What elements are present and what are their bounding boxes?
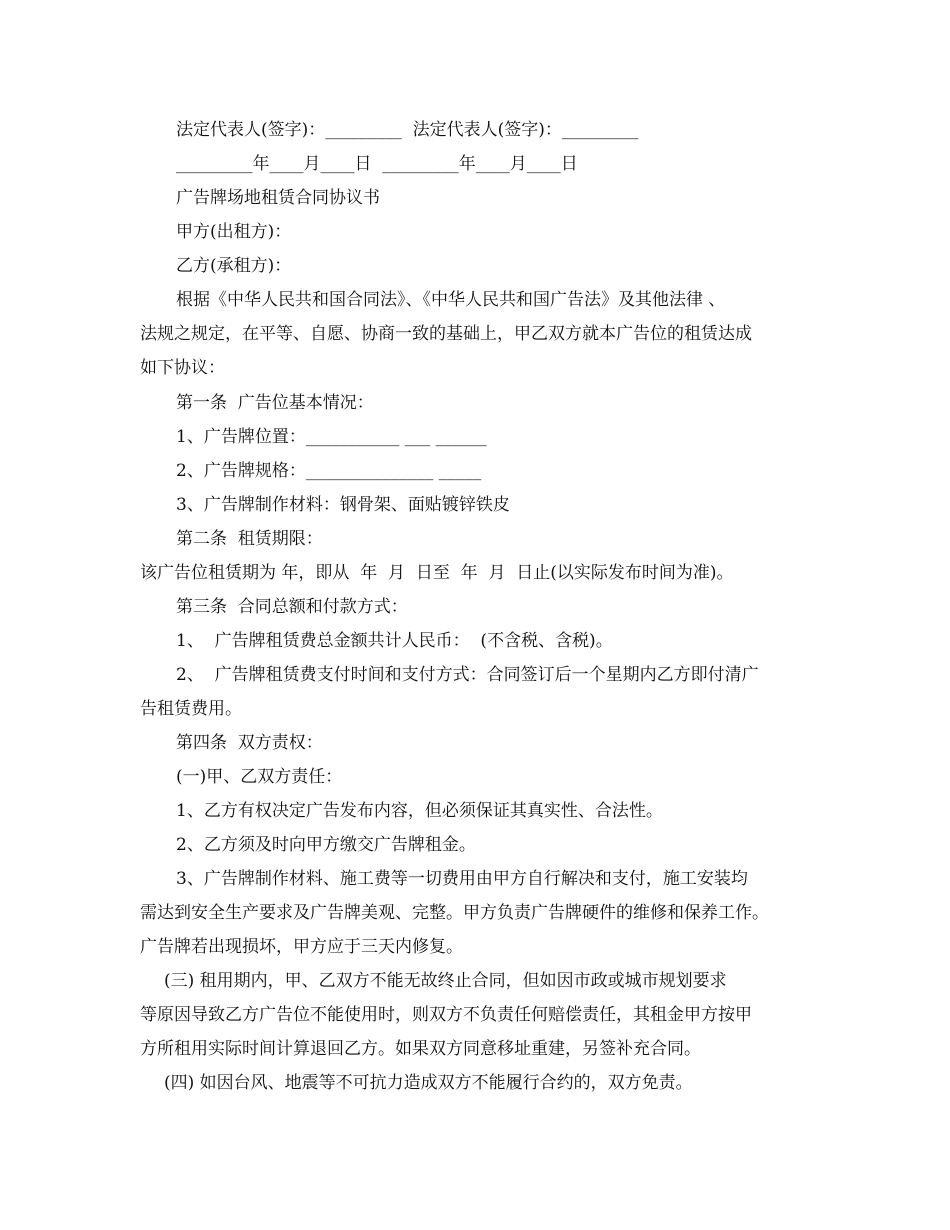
preamble-line-3: 如下协议： [140, 358, 225, 378]
article-1-heading: 第一条 广告位基本情况： [176, 393, 374, 413]
date-line: _________年____月____日 _________年____月____日 [176, 154, 578, 174]
article-4-section-1: (一)甲、乙双方责任： [176, 767, 343, 787]
party-b-line: 乙方(承租方)： [176, 256, 292, 276]
party-a-line: 甲方(出租方)： [176, 222, 292, 242]
article-3-item-1: 1、 广告牌租赁费总金额共计人民币： (不含税、含税)。 [176, 631, 613, 651]
article-1-item-2: 2、广告牌规格：_______________ _____ [176, 461, 482, 481]
article-1-item-1: 1、广告牌位置：___________ ___ ______ [176, 427, 487, 447]
article-4-heading: 第四条 双方责权： [176, 733, 323, 753]
article-3-item-2: 2、 广告牌租赁费支付时间和支付方式：合同签订后一个星期内乙方即付清广 [176, 665, 759, 685]
article-3-heading: 第三条 合同总额和付款方式： [176, 597, 408, 617]
article-4-section-3: (三) 租用期内，甲、乙双方不能无故终止合同，但如因市政或城市规划要求 [164, 971, 727, 991]
article-4-section-4: (四) 如因台风、地震等不可抗力造成双方不能履行合约的，双方免责。 [164, 1073, 693, 1093]
article-1-item-3: 3、广告牌制作材料：钢骨架、面贴镀锌铁皮 [176, 495, 510, 515]
article-4-item-2: 2、乙方须及时向甲方缴交广告牌租金。 [176, 835, 476, 855]
article-4-section-3-cont-1: 等原因导致乙方广告位不能使用时，则双方不负责任何赔偿责任，其租金甲方按甲 [140, 1005, 752, 1025]
signature-line: 法定代表人(签字)：_________ 法定代表人(签字)：_________ [176, 120, 639, 140]
preamble-line-1: 根据《中华人民共和国合同法》、《中华人民共和国广告法》及其他法律 、 [176, 290, 726, 310]
article-4-section-3-cont-2: 方所租用实际时间计算退回乙方。如果双方同意移址重建，另签补充合同。 [140, 1039, 701, 1059]
article-4-item-3-cont-2: 广告牌若出现损坏，甲方应于三天内修复。 [140, 937, 463, 957]
article-3-item-2-cont: 告租赁费用。 [140, 699, 242, 719]
article-4-item-1: 1、乙方有权决定广告发布内容，但必须保证其真实性、合法性。 [176, 801, 663, 821]
article-4-item-3-cont-1: 需达到安全生产要求及广告牌美观、完整。甲方负责广告牌硬件的维修和保养工作。 [140, 903, 769, 923]
article-2-text: 该广告位租赁期为 年，即从 年 月 日至 年 月 日止(以实际发布时间为准)。 [140, 563, 734, 583]
contract-title: 广告牌场地租赁合同协议书 [176, 188, 380, 208]
article-2-heading: 第二条 租赁期限： [176, 529, 323, 549]
preamble-line-2: 法规之规定，在平等、自愿、协商一致的基础上，甲乙双方就本广告位的租赁达成 [140, 324, 752, 344]
article-4-item-3: 3、广告牌制作材料、施工费等一切费用由甲方自行解决和支付，施工安装均 [176, 869, 748, 889]
